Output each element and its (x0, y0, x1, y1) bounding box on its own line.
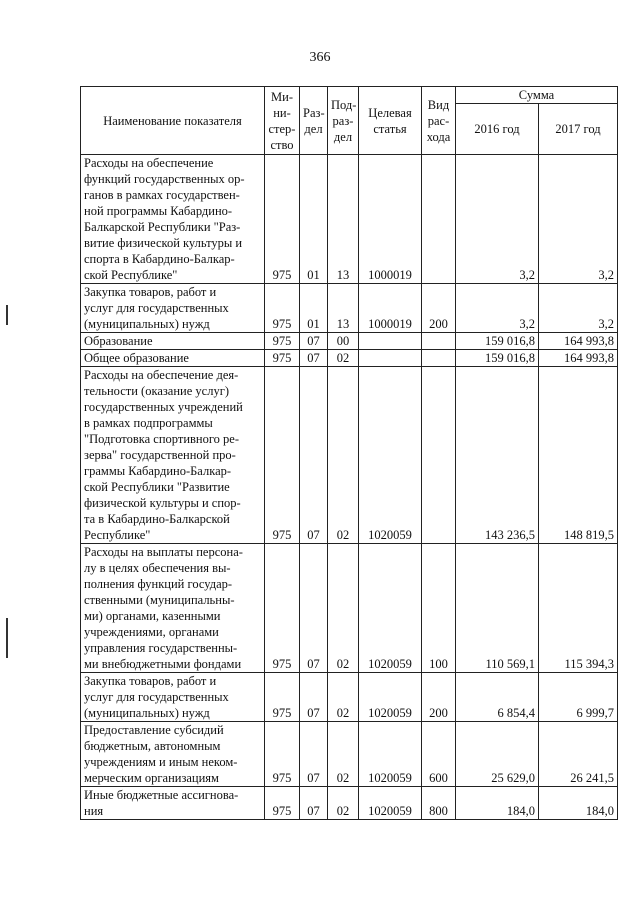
margin-mark (6, 618, 8, 658)
row-name: Расходы на выплаты персона- лу в целях обеспечения вы- полнения функций государ- ственными (муниципальны- ми) органами, казенными учреждениями, органами управления государственны- ми внебюджетными фондами (81, 544, 265, 673)
row-name: Закупка товаров, работ и услуг для государственных (муниципальных) нужд (81, 284, 265, 333)
row-target: 1020059 (359, 787, 422, 820)
header-type: Вид рас- хода (422, 87, 456, 155)
row-subsection: 02 (328, 673, 359, 722)
row-subsection: 02 (328, 350, 359, 367)
budget-table (80, 86, 618, 820)
row-subsection: 13 (328, 155, 359, 284)
header-2016: 2016 год (456, 104, 539, 155)
table-row (81, 333, 618, 350)
row-type: 600 (422, 722, 456, 787)
row-target: 1000019 (359, 284, 422, 333)
row-section: 01 (300, 155, 328, 284)
row-ministry: 975 (265, 722, 300, 787)
row-target: 1020059 (359, 673, 422, 722)
row-section: 07 (300, 350, 328, 367)
table-row (81, 350, 618, 367)
row-target: 1020059 (359, 544, 422, 673)
row-2017-value: 164 993,8 (539, 333, 618, 350)
header-2017: 2017 год (539, 104, 618, 155)
row-ministry: 975 (265, 787, 300, 820)
row-2016-value: 159 016,8 (456, 350, 539, 367)
table-row (81, 673, 618, 722)
row-2017-value: 164 993,8 (539, 350, 618, 367)
page-number: 366 (309, 50, 331, 65)
table-row (81, 544, 618, 673)
header-section: Раз- дел (300, 87, 328, 155)
row-target (359, 350, 422, 367)
row-type: 800 (422, 787, 456, 820)
row-name: Расходы на обеспечение дея- тельности (оказание услуг) государственных учреждений в рамках подпрограммы "Подготовка спортивного ре- зерва" государственной про- граммы Кабардино-Балкар- ской Республики "Развитие физической культуры и спор- та в Кабардино-Балкарской Республике" (81, 367, 265, 544)
row-section: 07 (300, 333, 328, 350)
row-name: Расходы на обеспечение функций государственных ор- ганов в рамках государствен- ной программы Кабардино- Балкарской Республики "Раз- витие физической культуры и спорта в Кабардино-Балкар- ской Республике" (81, 155, 265, 284)
row-type: 100 (422, 544, 456, 673)
row-subsection: 02 (328, 544, 359, 673)
row-name: Общее образование (81, 350, 265, 367)
row-section: 07 (300, 673, 328, 722)
table-row (81, 787, 618, 820)
row-target: 1020059 (359, 367, 422, 544)
table-row (81, 155, 618, 284)
margin-mark (6, 305, 8, 325)
row-2016-value: 159 016,8 (456, 333, 539, 350)
row-type (422, 333, 456, 350)
row-2017-value: 3,2 (539, 155, 618, 284)
row-section: 01 (300, 284, 328, 333)
row-ministry: 975 (265, 367, 300, 544)
row-ministry: 975 (265, 544, 300, 673)
row-type: 200 (422, 673, 456, 722)
row-target: 1020059 (359, 722, 422, 787)
row-2016-value: 143 236,5 (456, 367, 539, 544)
row-2016-value: 25 629,0 (456, 722, 539, 787)
row-target (359, 333, 422, 350)
row-2016-value: 110 569,1 (456, 544, 539, 673)
row-ministry: 975 (265, 333, 300, 350)
row-subsection: 02 (328, 367, 359, 544)
row-2017-value: 6 999,7 (539, 673, 618, 722)
row-section: 07 (300, 367, 328, 544)
row-2016-value: 3,2 (456, 284, 539, 333)
row-subsection: 02 (328, 787, 359, 820)
row-2016-value: 3,2 (456, 155, 539, 284)
row-2017-value: 184,0 (539, 787, 618, 820)
header-subsection: Под- раз- дел (328, 87, 359, 155)
row-2017-value: 26 241,5 (539, 722, 618, 787)
header-sum: Сумма (456, 87, 618, 104)
row-2016-value: 6 854,4 (456, 673, 539, 722)
row-2017-value: 115 394,3 (539, 544, 618, 673)
row-name: Предоставление субсидий бюджетным, автономным учреждениям и иным неком- мерческим организациям (81, 722, 265, 787)
row-section: 07 (300, 544, 328, 673)
row-type (422, 350, 456, 367)
row-type (422, 367, 456, 544)
row-section: 07 (300, 722, 328, 787)
row-target: 1000019 (359, 155, 422, 284)
row-subsection: 02 (328, 722, 359, 787)
row-ministry: 975 (265, 350, 300, 367)
row-ministry: 975 (265, 673, 300, 722)
row-2016-value: 184,0 (456, 787, 539, 820)
header-ministry: Ми- ни- стер- ство (265, 87, 300, 155)
row-type (422, 155, 456, 284)
row-2017-value: 148 819,5 (539, 367, 618, 544)
table-row (81, 367, 618, 544)
header-name: Наименование показателя (81, 87, 265, 155)
row-type: 200 (422, 284, 456, 333)
row-subsection: 13 (328, 284, 359, 333)
row-name: Образование (81, 333, 265, 350)
row-section: 07 (300, 787, 328, 820)
header-target: Целевая статья (359, 87, 422, 155)
row-name: Иные бюджетные ассигнова- ния (81, 787, 265, 820)
row-2017-value: 3,2 (539, 284, 618, 333)
table-row (81, 722, 618, 787)
row-ministry: 975 (265, 284, 300, 333)
row-ministry: 975 (265, 155, 300, 284)
row-name: Закупка товаров, работ и услуг для государственных (муниципальных) нужд (81, 673, 265, 722)
table-row (81, 284, 618, 333)
row-subsection: 00 (328, 333, 359, 350)
